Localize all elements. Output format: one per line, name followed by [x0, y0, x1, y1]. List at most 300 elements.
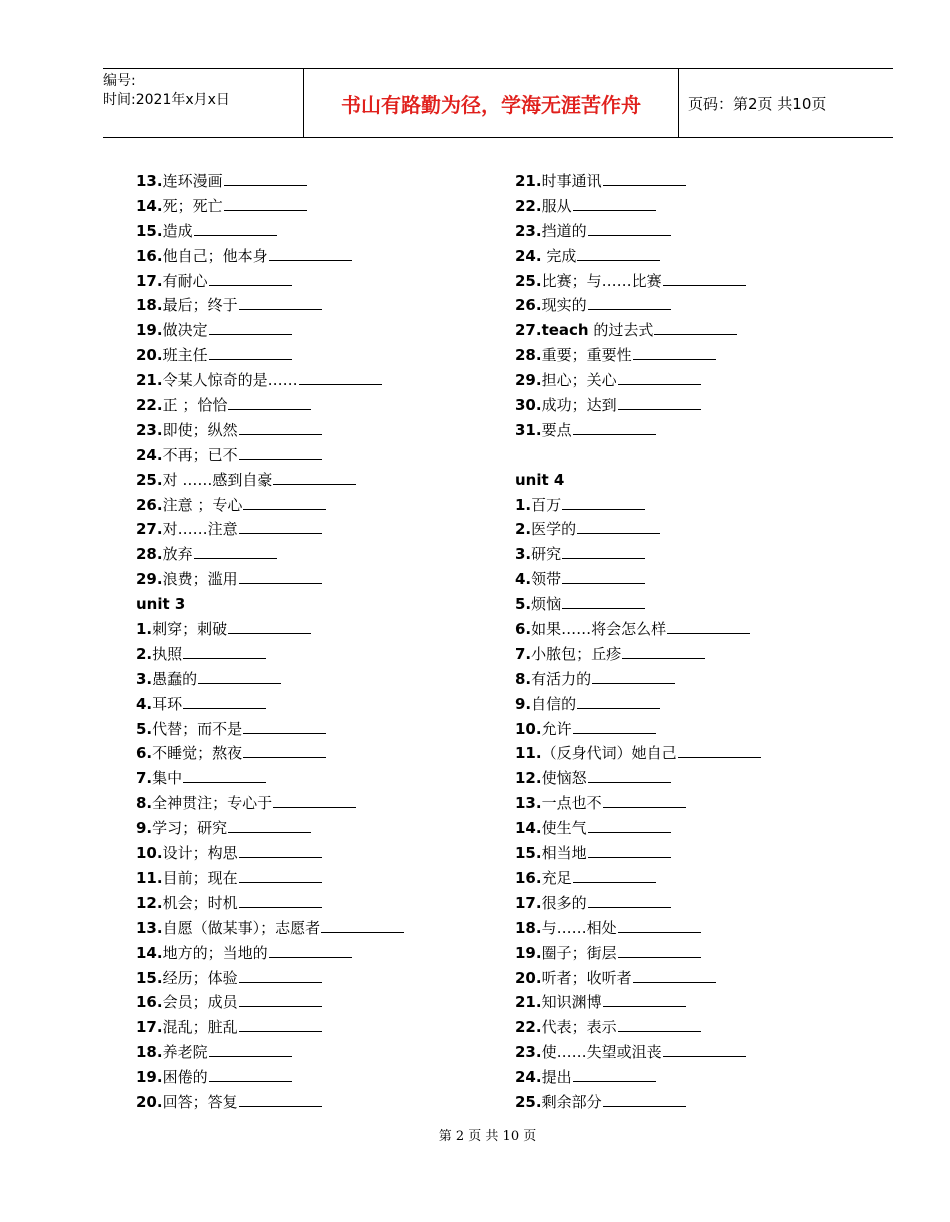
answer-blank[interactable]: [577, 520, 660, 534]
unit-heading: unit 4: [515, 470, 565, 489]
answer-blank[interactable]: [603, 794, 686, 808]
answer-blank[interactable]: [562, 570, 645, 584]
vocab-item: [136, 766, 476, 791]
item-text: 混乱；脏乱: [162, 1018, 238, 1037]
answer-blank[interactable]: [209, 272, 292, 286]
vocab-item: [136, 692, 476, 717]
vocab-item: [136, 368, 476, 393]
item-number: 7.: [515, 644, 532, 663]
vocab-item: [136, 443, 476, 468]
answer-blank[interactable]: [183, 769, 266, 783]
item-number: 5.: [136, 719, 153, 738]
vocab-item: [136, 293, 476, 318]
answer-blank[interactable]: [592, 670, 675, 684]
item-text: 执照: [152, 644, 183, 663]
item-number: 11.: [136, 868, 163, 887]
vocab-item: [136, 542, 476, 567]
item-text: 代表；表示: [541, 1018, 617, 1037]
item-number: 29.: [515, 371, 542, 390]
item-number: 9.: [136, 819, 153, 838]
vocab-item: [515, 318, 855, 343]
item-number: 16.: [515, 868, 542, 887]
item-text: 全神贯注；专心于: [152, 794, 273, 813]
item-text: 成功；达到: [541, 396, 617, 415]
item-text: 造成: [162, 221, 193, 240]
item-number: 21.: [136, 371, 163, 390]
vocab-item: [515, 418, 855, 443]
vocab-item: [136, 244, 476, 269]
answer-blank[interactable]: [183, 645, 266, 659]
item-text: 挡道的: [541, 221, 587, 240]
vocab-item: [515, 866, 855, 891]
item-number: 25.: [136, 470, 163, 489]
vocab-item: [515, 517, 855, 542]
item-number: 26.: [136, 495, 163, 514]
page-header: [103, 68, 893, 138]
item-text: 浪费；滥用: [162, 570, 238, 589]
item-number: 14.: [136, 943, 163, 962]
item-number: 25.: [515, 1092, 542, 1111]
vocab-item: [515, 617, 855, 642]
item-text: 愚蠢的: [152, 669, 198, 688]
answer-blank[interactable]: [667, 620, 750, 634]
answer-blank[interactable]: [618, 396, 701, 410]
item-number: 7.: [136, 769, 153, 788]
item-text: 放弃: [162, 545, 193, 564]
vocab-item: [136, 617, 476, 642]
item-number: 3.: [136, 669, 153, 688]
item-number: 16.: [136, 246, 163, 265]
item-text: 对……注意: [162, 520, 238, 539]
unit-heading: unit 3: [136, 595, 186, 614]
item-number: 15.: [515, 844, 542, 863]
item-text: 剩余部分: [541, 1092, 602, 1111]
item-text: 自信的: [531, 694, 577, 713]
item-text: 充足: [541, 868, 572, 887]
item-number: 21.: [515, 993, 542, 1012]
vocab-item: [515, 592, 855, 617]
answer-blank[interactable]: [239, 969, 322, 983]
item-number: 20.: [136, 346, 163, 365]
item-text: 重要；重要性: [541, 346, 632, 365]
item-text: 相当地: [541, 844, 587, 863]
item-text: 地方的；当地的: [162, 943, 268, 962]
vocab-item: [136, 841, 476, 866]
vocab-item: [515, 692, 855, 717]
item-number: 27.: [515, 321, 542, 340]
vocab-item: [515, 269, 855, 294]
answer-blank[interactable]: [209, 1043, 292, 1057]
item-number: 10.: [136, 844, 163, 863]
vocab-item: [515, 766, 855, 791]
answer-blank[interactable]: [633, 969, 716, 983]
item-text: 听者；收听者: [541, 968, 632, 987]
answer-blank[interactable]: [239, 894, 322, 908]
vocab-item: [136, 468, 476, 493]
answer-blank[interactable]: [299, 371, 382, 385]
answer-blank[interactable]: [618, 944, 701, 958]
answer-blank[interactable]: [618, 919, 701, 933]
item-number: 3.: [515, 545, 532, 564]
answer-blank[interactable]: [239, 1093, 322, 1107]
answer-blank[interactable]: [228, 819, 311, 833]
item-text: 令某人惊奇的是……: [162, 371, 298, 390]
answer-blank[interactable]: [273, 471, 356, 485]
item-text: 使……失望或沮丧: [541, 1043, 662, 1062]
answer-blank[interactable]: [588, 844, 671, 858]
item-text: 圈子；街层: [541, 943, 617, 962]
item-text: teach 的过去式: [541, 321, 654, 340]
vocab-item: [515, 891, 855, 916]
item-text: 研究: [531, 545, 562, 564]
item-number: 24.: [515, 246, 542, 265]
header-page-number: 页码：第2页 共10页: [688, 94, 827, 113]
item-text: 比赛；与……比赛: [541, 271, 662, 290]
item-text: 使生气: [541, 819, 587, 838]
answer-blank[interactable]: [209, 1068, 292, 1082]
item-text: 耳环: [152, 694, 183, 713]
vocab-item: [136, 642, 476, 667]
item-number: 4.: [136, 694, 153, 713]
answer-blank[interactable]: [633, 346, 716, 360]
answer-blank[interactable]: [198, 670, 281, 684]
answer-blank[interactable]: [194, 545, 277, 559]
vocab-item: [515, 1040, 855, 1065]
answer-blank[interactable]: [239, 1018, 322, 1032]
item-text: 会员；成员: [162, 993, 238, 1012]
item-number: 27.: [136, 520, 163, 539]
answer-blank[interactable]: [588, 894, 671, 908]
vocab-item: [136, 1090, 476, 1115]
item-number: 19.: [136, 321, 163, 340]
item-text: 领带: [531, 570, 562, 589]
item-number: 26.: [515, 296, 542, 315]
item-number: 23.: [136, 420, 163, 439]
item-text: 机会；时机: [162, 893, 238, 912]
item-text: 提出: [541, 1068, 572, 1087]
answer-blank[interactable]: [562, 496, 645, 510]
item-text: 不睡觉；熬夜: [152, 744, 243, 763]
vocab-item: [515, 393, 855, 418]
item-text: 设计；构思: [162, 844, 238, 863]
vocab-item: [515, 941, 855, 966]
item-text: 集中: [152, 769, 183, 788]
vocab-item: [515, 1015, 855, 1040]
item-number: 4.: [515, 570, 532, 589]
answer-blank[interactable]: [618, 371, 701, 385]
item-number: 2.: [515, 520, 532, 539]
vocab-item: [515, 966, 855, 991]
answer-blank[interactable]: [573, 421, 656, 435]
item-text: 经历；体验: [162, 968, 238, 987]
vocab-item: [515, 244, 855, 269]
item-number: 31.: [515, 420, 542, 439]
item-number: 12.: [515, 769, 542, 788]
item-number: 22.: [515, 1018, 542, 1037]
item-number: 14.: [136, 196, 163, 215]
vocab-item: [136, 741, 476, 766]
vocab-item: [136, 567, 476, 592]
header-meta: [103, 69, 303, 140]
item-number: 12.: [136, 893, 163, 912]
item-text: 学习；研究: [152, 819, 228, 838]
answer-blank[interactable]: [573, 720, 656, 734]
answer-blank[interactable]: [273, 794, 356, 808]
vocab-item: [515, 194, 855, 219]
item-number: 28.: [136, 545, 163, 564]
item-text: 一点也不: [541, 794, 602, 813]
vocab-item: [515, 1065, 855, 1090]
vocab-item: [136, 816, 476, 841]
item-number: 22.: [515, 196, 542, 215]
answer-blank[interactable]: [562, 545, 645, 559]
item-text: 正 ；恰恰: [162, 396, 228, 415]
vocab-item: [136, 269, 476, 294]
item-number: 18.: [136, 1043, 163, 1062]
item-number: 17.: [136, 1018, 163, 1037]
vocab-item: [136, 891, 476, 916]
vocab-item: [136, 493, 476, 518]
item-number: 29.: [136, 570, 163, 589]
item-text: 烦恼: [531, 595, 562, 614]
answer-blank[interactable]: [243, 496, 326, 510]
answer-blank[interactable]: [603, 172, 686, 186]
answer-blank[interactable]: [663, 1043, 746, 1057]
answer-blank[interactable]: [269, 247, 352, 261]
answer-blank[interactable]: [562, 595, 645, 609]
item-text: 养老院: [162, 1043, 208, 1062]
item-number: 22.: [136, 396, 163, 415]
item-text: 有活力的: [531, 669, 592, 688]
item-text: 他自己；他本身: [162, 246, 268, 265]
item-number: 8.: [515, 669, 532, 688]
vocab-item: [136, 194, 476, 219]
right-word-column: [515, 169, 855, 1115]
answer-blank[interactable]: [577, 695, 660, 709]
item-number: 5.: [515, 595, 532, 614]
answer-blank[interactable]: [663, 272, 746, 286]
item-text: 最后；终于: [162, 296, 238, 315]
answer-blank[interactable]: [588, 819, 671, 833]
vocab-item: [136, 941, 476, 966]
vocab-item: [136, 916, 476, 941]
vocab-item: [515, 169, 855, 194]
item-number: 24.: [136, 445, 163, 464]
item-number: 9.: [515, 694, 532, 713]
item-number: 17.: [136, 271, 163, 290]
vocab-item: [515, 567, 855, 592]
item-text: 对 ……感到自豪: [162, 470, 273, 489]
vocab-item: [515, 493, 855, 518]
answer-blank[interactable]: [573, 197, 656, 211]
item-text: 不再；已不: [162, 445, 238, 464]
blank-line: [515, 443, 855, 468]
item-text: 现实的: [541, 296, 587, 315]
item-text: 如果……将会怎么样: [531, 620, 667, 639]
item-text: 要点: [541, 420, 572, 439]
vocab-item: [515, 916, 855, 941]
answer-blank[interactable]: [239, 844, 322, 858]
item-number: 6.: [515, 620, 532, 639]
item-text: 担心；关心: [541, 371, 617, 390]
answer-blank[interactable]: [194, 222, 277, 236]
item-number: 25.: [515, 271, 542, 290]
vocab-item: [515, 368, 855, 393]
answer-blank[interactable]: [224, 172, 307, 186]
answer-blank[interactable]: [618, 1018, 701, 1032]
vocab-item: [515, 293, 855, 318]
item-text: 与……相处: [541, 918, 617, 937]
answer-blank[interactable]: [678, 744, 761, 758]
vocab-item: [515, 741, 855, 766]
item-number: 15.: [136, 968, 163, 987]
vocab-item: [136, 393, 476, 418]
item-number: 13.: [136, 918, 163, 937]
answer-blank[interactable]: [269, 944, 352, 958]
vocab-item: [136, 169, 476, 194]
answer-blank[interactable]: [622, 645, 705, 659]
item-number: 23.: [515, 1043, 542, 1062]
answer-blank[interactable]: [573, 1068, 656, 1082]
answer-blank[interactable]: [239, 570, 322, 584]
item-text: 目前；现在: [162, 868, 238, 887]
vocab-item: [136, 717, 476, 742]
item-number: 23.: [515, 221, 542, 240]
vocab-item: [515, 343, 855, 368]
footer-page-text: 第 2 页 共 10 页: [438, 1129, 537, 1144]
vocab-item: [136, 219, 476, 244]
answer-blank[interactable]: [577, 247, 660, 261]
left-word-column: [136, 169, 476, 1115]
item-text: 百万: [531, 495, 562, 514]
vocab-item: [515, 841, 855, 866]
vocab-item: [136, 966, 476, 991]
answer-blank[interactable]: [239, 421, 322, 435]
answer-blank[interactable]: [183, 695, 266, 709]
item-text: （反身代词）她自己: [541, 744, 677, 763]
item-text: 困倦的: [162, 1068, 208, 1087]
item-text: 时事通讯: [541, 172, 602, 190]
item-text: 服从: [541, 196, 572, 215]
item-number: 24.: [515, 1068, 542, 1087]
answer-blank[interactable]: [228, 396, 311, 410]
item-text: 自愿（做某事）；志愿者: [162, 918, 321, 937]
item-number: 19.: [515, 943, 542, 962]
number-label: 编号:: [103, 73, 136, 89]
time-label: 时间:2021年x月x日: [103, 92, 230, 108]
answer-blank[interactable]: [239, 869, 322, 883]
item-text: 有耐心: [162, 271, 208, 290]
answer-blank[interactable]: [239, 296, 322, 310]
vocab-item: [136, 667, 476, 692]
vocab-item: [515, 1090, 855, 1115]
header-motto: 书山有路勤为径，学海无涯苦作舟: [303, 69, 679, 137]
item-number: 13.: [515, 794, 542, 813]
item-text: 连环漫画: [162, 172, 223, 190]
item-number: 28.: [515, 346, 542, 365]
answer-blank[interactable]: [603, 1093, 686, 1107]
vocab-item: [136, 990, 476, 1015]
answer-blank[interactable]: [588, 769, 671, 783]
vocab-item: [515, 717, 855, 742]
vocab-item: [136, 517, 476, 542]
item-number: 20.: [136, 1092, 163, 1111]
item-number: 17.: [515, 893, 542, 912]
vocab-item: [136, 1015, 476, 1040]
item-text: 代替；而不是: [152, 719, 243, 738]
answer-blank[interactable]: [228, 620, 311, 634]
item-number: 13.: [136, 172, 163, 190]
item-text: 做决定: [162, 321, 208, 340]
item-number: 18.: [515, 918, 542, 937]
item-text: 刺穿；刺破: [152, 620, 228, 639]
answer-blank[interactable]: [243, 744, 326, 758]
item-number: 16.: [136, 993, 163, 1012]
item-text: 班主任: [162, 346, 208, 365]
vocab-item: [136, 318, 476, 343]
item-number: 30.: [515, 396, 542, 415]
item-number: 10.: [515, 719, 542, 738]
vocab-item: [515, 542, 855, 567]
item-number: 1.: [136, 620, 153, 639]
item-text: 即使；纵然: [162, 420, 238, 439]
answer-blank[interactable]: [573, 869, 656, 883]
vocab-item: [515, 791, 855, 816]
answer-blank[interactable]: [209, 321, 292, 335]
item-text: 完成: [541, 246, 577, 265]
item-text: 允许: [541, 719, 572, 738]
vocab-item: [515, 816, 855, 841]
item-number: 2.: [136, 644, 153, 663]
answer-blank[interactable]: [654, 321, 737, 335]
item-text: 回答；答复: [162, 1092, 238, 1111]
item-text: 注意 ；专心: [162, 495, 243, 514]
answer-blank[interactable]: [243, 720, 326, 734]
answer-blank[interactable]: [239, 993, 322, 1007]
vocab-item: [136, 343, 476, 368]
vocab-item: [136, 1065, 476, 1090]
item-text: 很多的: [541, 893, 587, 912]
answer-blank[interactable]: [603, 993, 686, 1007]
item-number: 19.: [136, 1068, 163, 1087]
vocab-item: [136, 791, 476, 816]
vocab-item: [136, 418, 476, 443]
item-number: 11.: [515, 744, 542, 763]
vocab-item: [515, 219, 855, 244]
answer-blank[interactable]: [209, 346, 292, 360]
item-number: 18.: [136, 296, 163, 315]
item-number: 21.: [515, 172, 542, 190]
answer-blank[interactable]: [588, 222, 671, 236]
answer-blank[interactable]: [588, 296, 671, 310]
answer-blank[interactable]: [224, 197, 307, 211]
vocab-item: [515, 667, 855, 692]
vocab-item: [515, 990, 855, 1015]
vocab-item: [136, 866, 476, 891]
item-number: 14.: [515, 819, 542, 838]
answer-blank[interactable]: [321, 919, 404, 933]
answer-blank[interactable]: [239, 520, 322, 534]
item-text: 使恼怒: [541, 769, 587, 788]
item-text: 医学的: [531, 520, 577, 539]
item-number: 6.: [136, 744, 153, 763]
item-number: 15.: [136, 221, 163, 240]
item-number: 20.: [515, 968, 542, 987]
item-text: 知识渊博: [541, 993, 602, 1012]
answer-blank[interactable]: [239, 446, 322, 460]
item-number: 1.: [515, 495, 532, 514]
item-text: 死；死亡: [162, 196, 223, 215]
